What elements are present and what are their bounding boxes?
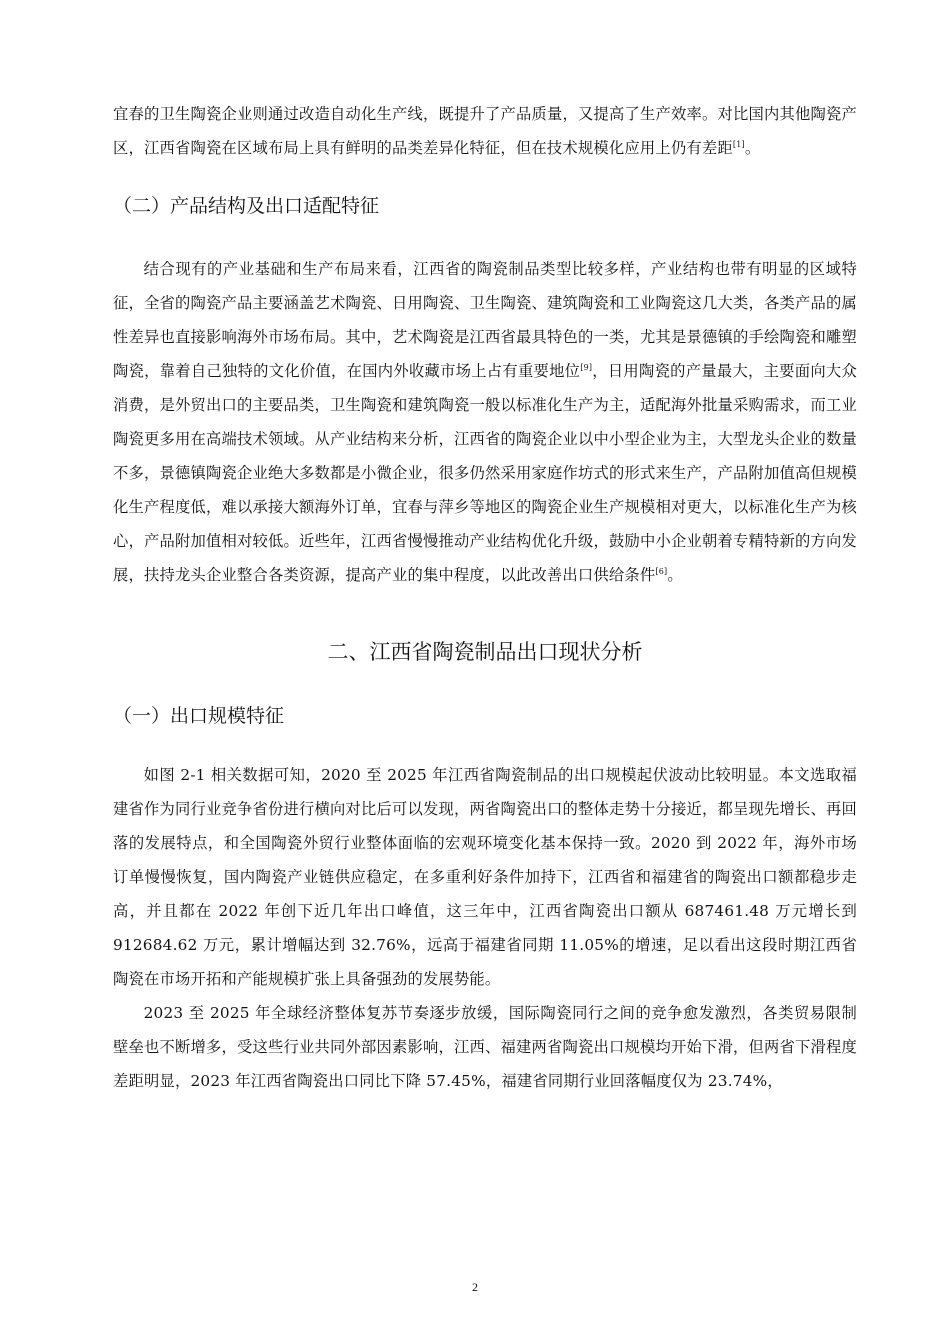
citation-ref: [6]: [655, 567, 668, 576]
subsection-heading-export-scale: （一）出口规模特征: [113, 705, 285, 727]
citation-ref: [1]: [732, 140, 745, 149]
paragraph-export-scale: 如图 2-1 相关数据可知，2020 至 2025 年江西省陶瓷制品的出口规模起伏波动比较明显。本文选取福建省作为同行业竞争省份进行横向对比后可以发现，两省陶瓷出口的整体走势十分接近，都呈现先增长、再回落的发展特点，和全国陶瓷外贸行业整体面临的宏观环境变化基本保持一致。2020 到 2022 年，海外市场订单慢慢恢复，国内陶瓷产业链供应稳定，在多重利好条件加持下，江西省和福建省的陶瓷出口额都稳步走高，并且都在 2022 年创下近几年出口峰值，这三年中，江西省陶瓷出口额从 687461.48 万元增长到 912684.62 万元，累计增幅达到 32.76%，远高于福建省同期 11.05%的增速，足以看出这段时期江西省陶瓷在市场开拓和产能规模扩张上具备强劲的发展势能。: [113, 766, 857, 988]
paragraph-text: 结合现有的产业基础和生产布局来看，江西省的陶瓷制品类型比较多样，产业结构也带有明显的区域特征，全省的陶瓷产品主要涵盖艺术陶瓷、日用陶瓷、卫生陶瓷、建筑陶瓷和工业陶瓷这几大类，各类产品的属性差异也直接影响海外市场布局。其中，艺术陶瓷是江西省最具特色的一类，尤其是景德镇的手绘陶瓷和雕塑陶瓷，靠着自己独特的文化价值，在国内外收藏市场上占有重要地位: [113, 260, 857, 380]
paragraph-export-decline: 2023 至 2025 年全球经济整体复苏节奏逐步放缓，国际陶瓷同行之间的竞争愈发激烈，各类贸易限制壁垒也不断增多，受这些行业共同外部因素影响，江西、福建两省陶瓷出口规模均开始下滑，但两省下滑程度差距明显，2023 年江西省陶瓷出口同比下降 57.45%，福建省同期行业回落幅度仅为 23.74%，: [113, 1004, 857, 1090]
subsection-heading-product-structure: （二）产品结构及出口适配特征: [113, 195, 380, 217]
paragraph-product-structure: [113, 252, 857, 592]
page-content: [113, 97, 857, 1098]
paragraph-text: ，日用陶瓷的产量最大，主要面向大众消费，是外贸出口的主要品类，卫生陶瓷和建筑陶瓷一般以标准化生产为主，适配海外批量采购需求，而工业陶瓷更多用在高端技术领域。从产业结构来分析，江西省的陶瓷企业以中小型企业为主，大型龙头企业的数量不多，景德镇陶瓷企业绝大多数都是小微企业，很多仍然采用家庭作坊式的形式来生产，产品附加值高但规模化生产程度低，难以承接大额海外订单，宜春与萍乡等地区的陶瓷企业生产规模相对更大，以标准化生产为核心，产品附加值相对较低。近些年，江西省慢慢推动产业结构优化升级，鼓励中小企业朝着专精特新的方向发展，扶持龙头企业整合各类资源，提高产业的集中程度，以此改善出口供给条件: [113, 362, 857, 584]
citation-ref: [9]: [580, 363, 593, 372]
paragraph-tail: 。: [744, 139, 761, 157]
page-number: 2: [472, 1280, 478, 1294]
section-heading-export-status: 二、江西省陶瓷制品出口现状分析: [327, 640, 643, 664]
paragraph-yichun: [113, 97, 857, 165]
paragraph-tail: 。: [667, 566, 683, 584]
paragraph-text: 宜春的卫生陶瓷企业则通过改造自动化生产线，既提升了产品质量，又提高了生产效率。对比国内其他陶瓷产区，江西省陶瓷在区域布局上具有鲜明的品类差异化特征，但在技术规模化应用上仍有差距: [113, 105, 857, 157]
